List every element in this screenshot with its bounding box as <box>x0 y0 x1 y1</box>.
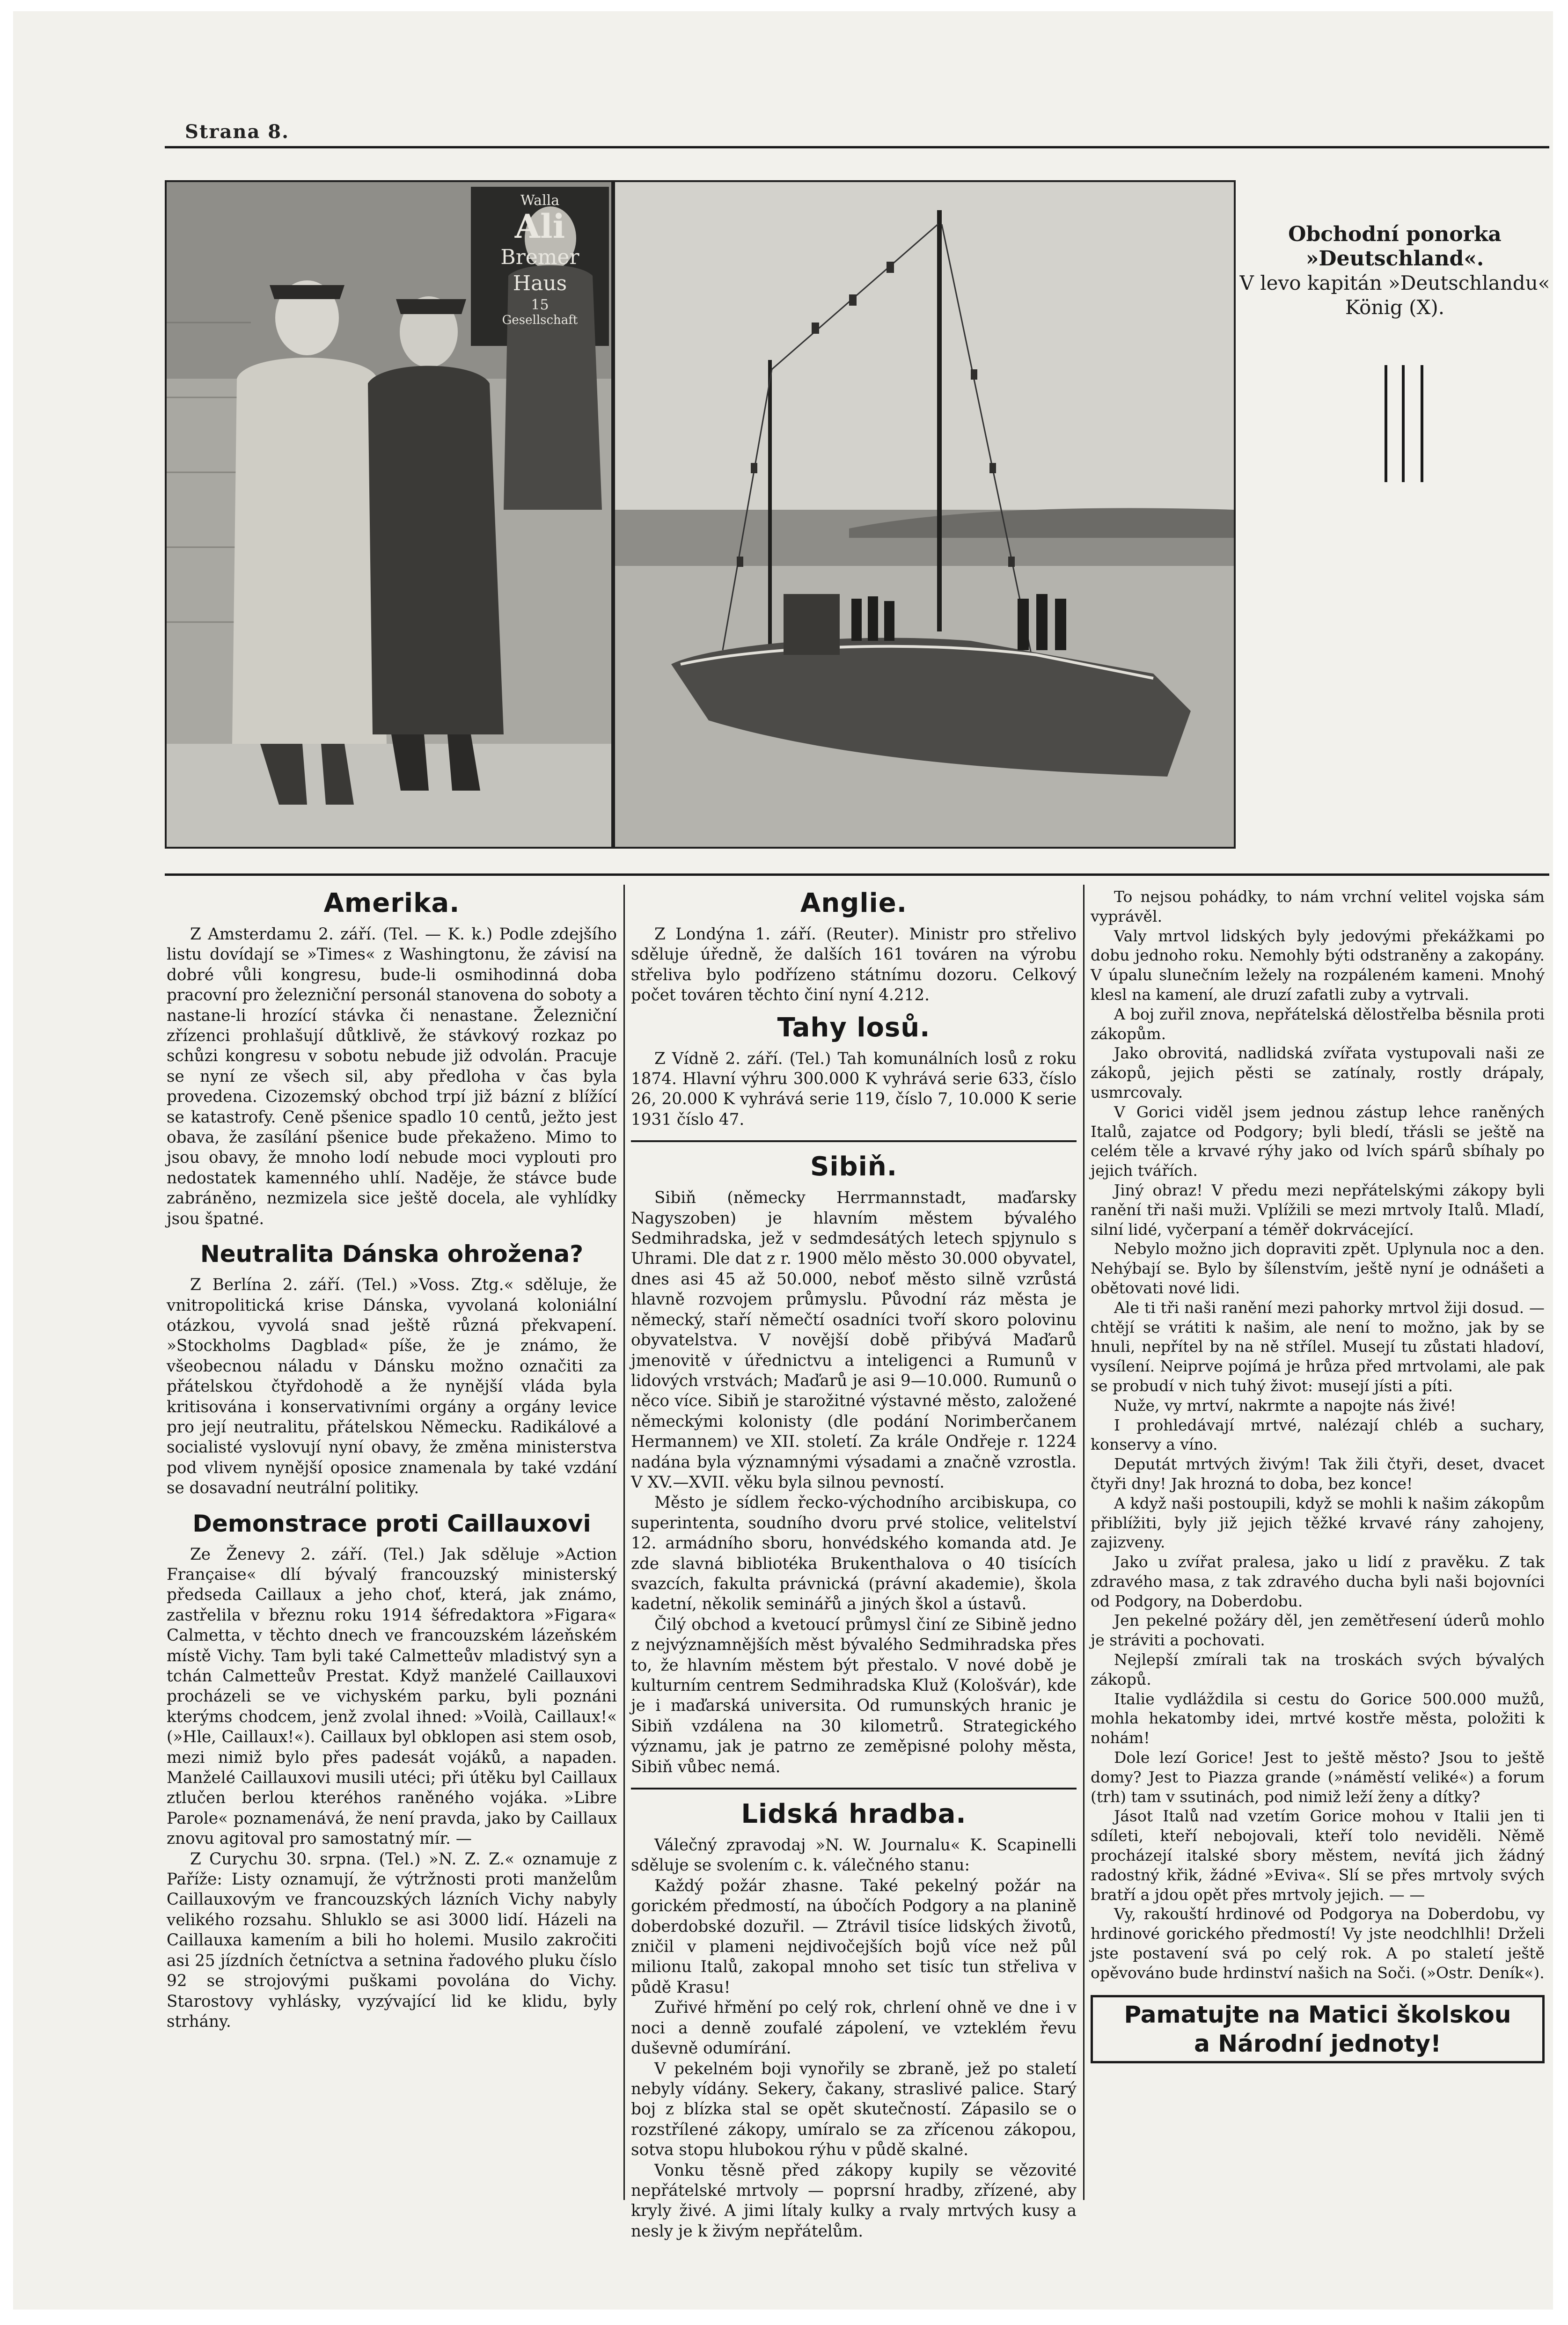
caption-title: Obchodní ponorka »Deutschland«. <box>1288 222 1502 271</box>
article-hradba-p14: Nuže, vy mrtví, nakrmte a napojte nás živé! <box>1114 1396 1456 1415</box>
appeal-box <box>1091 1995 1545 2063</box>
article-hradba-p19: Jen pekelné požáry děl, jen zemětřesení úderů mohlo je stráviti a pochovati. <box>1091 1611 1545 1650</box>
sign-line-4: 15 <box>531 297 549 313</box>
heading-lidska-hradba: Lidská hradba. <box>741 1799 967 1830</box>
article-hradba-p10: V Gorici viděl jsem jednou zástup lehce raněných Italů, zajatce od Podgory; byli bledí, třásli se ještě na celém těle a krvavé rýhy jako od lvích spárů sbíhaly po jejich tvářích. <box>1091 1102 1545 1180</box>
article-hradba-p16: Deputát mrtvých živým! Tak žili čtyři, deset, dvacet čtyři dny! Jak hrozná to doba, bez konce! <box>1091 1455 1545 1493</box>
article-tahy-text: Z Vídně 2. září. (Tel.) Tah komunálních losů z roku 1874. Hlavní výhru 300.000 K vyhrává serie 633, číslo 26, 20.000 K vyhrává serie 119, číslo 7, 10.000 K serie 1931 číslo 47. <box>631 1049 1077 1129</box>
article-hradba-p3: Zuřivé hřmění po celý rok, chrlení ohně ve dne i v noci a denně zoufalé zápolení, ve vzteklém řevu duševně odumírání. <box>631 1998 1077 2058</box>
article-hradba-p11: Jiný obraz! V předu mezi nepřátelskými zákopy byli ranění tři naši muži. Vplížili se mezi mrtvoly Italů. Mladí, silní lidé, vyčerpaní a téměř dokrvácející. <box>1091 1181 1545 1239</box>
column-3 <box>1091 887 1545 2207</box>
page-number: Strana 8. <box>185 121 290 143</box>
article-sibin-p2: Město je sídlem řecko-východního arcibiskupa, co superintenta, soudního dvoru prvé stolice, velitelství 12. armádního sboru, honvédského komanda atd. Je zde slavná bibliotéka Brukenthalova o 40 tisících svazcích, fakulta právnická (právní akademie), škola kadetní, několik seminářů a jiných škol a ústavů. <box>631 1493 1077 1614</box>
heading-neutralita: Neutralita Dánska ohrožena? <box>200 1240 584 1268</box>
article-hradba-p20: Nejlepší zmírali tak na troskách svých bývalých zákopů. <box>1091 1650 1545 1688</box>
caption-text: V levo kapitán »Deutschlandu« König (X). <box>1239 271 1550 319</box>
separator-rule-1 <box>631 1140 1077 1142</box>
article-demonstrace-p1: Ze Ženevy 2. září. (Tel.) Jak sděluje »Action Française« dlí bývalý francouzský ministerský předseda Caillaux a jeho choť, která, jak známo, zastřelila v březnu roku 1914 šéfredaktora »Figara« Calmetta, v těchto dnech ve francouzském lázeňském místě Vichy. Tam byli také Calmetteův mladistvý syn a tchán Calmetteův Prestat. Když manželé Caillauxovi procházeli se ve vichyském parku, byli poznáni kterýms chodcem, jenž zvolal ihned: »Voilà, Caillaux!« (»Hle, Caillaux!«). Caillaux byl obklopen asi stem osob, mezi nimiž bylo přes padesát vojáků, a napaden. Manželé Caillauxovi musili utéci; při útěku byl Caillaux ztlučen berlou kteréhos raněného vojáka. »Libre Parole« poznamenává, že není pravda, jako by Caillaux znovu agitoval pro samostatný mír. — <box>167 1545 617 1848</box>
article-hradba-p13: Ale ti tři naši ranění mezi pahorky mrtvol žiji dosud. — chtějí se vrátiti k našim, ale není to možno, jak by se hnuli, nepřítel by na ně střílel. Musejí tu zůstati hladoví, vysílení. Neiprve pojímá je hrůza před mrtvolami, ale pak se probudí v nich tuhý život: musejí jísti a píti. <box>1091 1298 1545 1395</box>
appeal-line-1: Pamatujte na Matici školskou <box>1124 2001 1511 2028</box>
submarine-image <box>615 182 1234 847</box>
caption-marker-3 <box>1421 365 1423 482</box>
article-hradba-p24 <box>1091 1904 1545 1982</box>
article-hradba-p5: Vonku těsně před zákopy kupily se vězovité nepřátelské mrtvoly — poprsní hradby, zřízené, aby kryly živé. A jimi lítaly kulky a rvaly mrtvých kusy a nesly je k živým nepřátelům. <box>631 2161 1077 2241</box>
article-hradba-p9: Jako obrovitá, nadlidská zvířata vystupovali naši ze zákopů, jejich pěsti se zatínaly, rostly drápaly, usmrcovaly. <box>1091 1044 1545 1101</box>
sign-line-5: Gesellschaft <box>502 313 578 327</box>
article-hradba-p12: Nebylo možno jich dopraviti zpět. Uplynula noc a den. Nehýbají se. Bylo by šílenstvím, ještě nyní je odnášeti a obětovati nové lidi. <box>1091 1240 1545 1297</box>
sign-line-2: Ali <box>514 207 565 246</box>
column-1 <box>167 887 617 2207</box>
photo-caption <box>1236 222 1554 320</box>
article-hradba-source: (»Ostr. Deník«). <box>1420 1963 1545 1982</box>
heading-demonstrace: Demonstrace proti Caillauxovi <box>192 1510 591 1537</box>
separator-rule-2 <box>631 1788 1077 1790</box>
article-hradba-p6: To nejsou pohádky, to nám vrchní velitel vojska sám vyprávěl. <box>1091 887 1545 925</box>
article-amerika-text: Z Amsterdamu 2. září. (Tel. — K. k.) Podle zdejšího listu dovídají se »Times« z Washingtonu, že závisí na dobré vůli kongresu, bude-li osmihodinná doba pracovní pro železniční personál stanovena do soboty a nastane-li hrozící stávka či nenastane. Železniční zřízenci prohlašují důtklivě, že stávkový rozkaz po schůzi kongresu v sobotu nebude již odvolán. Pracuje se nyní ze všech sil, aby předloha v čas byla provedena. Cizozemský obchod trpí již bázní z blížící se katastrofy. Ceně pšenice spadlo 10 centů, ježto jest obava, že zasílání pšenice bude překaženo. Mimo to jsou obavy, že mnoho lodí nebude moci vyplouti pro nedostatek kamenného uhlí. Naděje, že stávce bude zabráněno, nezmizela sice ještě docela, ale vyhlídky jsou špatné. <box>167 925 617 1228</box>
photo-captain-portrait <box>165 180 613 849</box>
article-hradba-p17: A když naši postoupili, když se mohli k našim zákopům přiblížiti, byly již jejich těžké krvavé rány zahojeny, zajizveny. <box>1091 1494 1545 1552</box>
sign-line-1: Walla <box>520 192 560 209</box>
article-sibin-p1: Sibiň (německy Herrmannstadt, maďarsky Nagyszoben) je hlavním městem bývalého Sedmihradska, jež v sedmdesátých letech spjynulo s Uhrami. Dle dat z r. 1900 mělo město 30.000 obyvatel, dnes asi 45 až 50.000, neboť město silně vzrůstá hlavně rozvojem průmyslu. Původní ráz města je německý, staří němečtí osadníci tvoří skoro polovinu obyvatelstva. V novější době přibývá Maďarů jmenovitě v úřednictvu a inteligenci a Rumunů v lidových vrstvách; Maďarů je asi 9—10.000. Rumunů o něco více. Sibiň je starožitné výstavné město, založené německými kolonisty (dle podání Norimberčanem Hermannem) ve XII. století. Za krále Ondřeje r. 1224 nadána byla významnými výsadami a značně vzrostla. V XV.—XVII. věku byla silnou pevností. <box>631 1188 1077 1492</box>
article-hradba-p18: Jako u zvířat pralesa, jako u lidí z pravěku. Z tak zdravého masa, z tak zdravého ducha byli naši bojovníci od Podgory, na Doberdobu. <box>1091 1553 1545 1610</box>
sign-board <box>471 187 609 346</box>
article-hradba-p21: Italie vydláždila si cestu do Gorice 500.000 mužů, mohla hekatomby idei, mrtvé kostře města, položiti k nohám! <box>1091 1689 1545 1747</box>
caption-marker-1 <box>1385 365 1387 482</box>
article-sibin-p3: Čilý obchod a kvetoucí průmysl činí ze Sibině jedno z nejvýznamnějších měst bývalého Sedmihradska přes to, že hlavním městem být přestalo. V nové době je kulturním centrem Sedmihradska Kluž (Kološvár), kde je i maďarská universita. Od rumunských hranic je Sibiň vzdálena na 30 kilometrů. Strategického významu, jak je patrno ze zeměpisné polohy města, Sibiň vůbec nemá. <box>631 1615 1077 1776</box>
column-divider-1 <box>623 885 625 2200</box>
heading-tahy-losu: Tahy losů. <box>777 1012 931 1043</box>
article-anglie-text: Z Londýna 1. září. (Reuter). Ministr pro střelivo sděluje úředně, že dalších 161 továren na výrobu střeliva bylo podřízeno státnímu dozoru. Celkový počet továren těchto činí nyní 4.212. <box>631 925 1077 1005</box>
article-hradba-p23: Jásot Italů nad vzetím Gorice mohou v Italii jen ti sdíleti, kteří nebojovali, kteří tolo neviděli. Němě procházejí italské sbory městem, nevítá jich žádný radostný křik, žádné »Eviva«. Slí se přes mrtvoly svých bratří a jdou opět přes mrtvoly jejich. — — <box>1091 1807 1545 1904</box>
header-rule <box>165 146 1549 148</box>
column-2 <box>631 887 1077 2241</box>
article-hradba-p2: Každý požár zhasne. Také pekelný požár na gorickém předmostí, na úbočích Podgory a na planině doberdobské dozuřil. — Ztrávil tisíce lidských životů, zničil v plameni nejdivočejších bojů více než půl milionu Italů, zakopal mnoho set tisíc tun střeliva v půdě Krasu! <box>631 1876 1077 1997</box>
article-hradba-p4: V pekelném boji vynořily se zbraně, jež po staletí nebyly vídány. Sekery, čakany, straslivé palice. Starý boj z blízka stal se opět skutečností. Zápasilo se o rozstřílené zákopy, umíralo se za zřícenou zákopou, sotva stopu hlubokou rýhu v půdě skalné. <box>631 2059 1077 2160</box>
article-demonstrace-p2: Z Curychu 30. srpna. (Tel.) »N. Z. Z.« oznamuje z Paříže: Listy oznamují, že výtržnosti proti manželům Caillauxovým ve francouzských lázních Vichy nabyly velikého rozsahu. Shluklo se asi 3000 lidí. Házeli na Caillauxa kamením a bili ho holemi. Musilo zakročiti asi 25 jízdních četníctva a setnina řadového pluku číslo 92 se strojovými puškami povolána do Vichy. Starostovy vyhlásky, vyzývající lid ke klidu, byly strhány. <box>167 1849 617 2031</box>
appeal-line-2: a Národní jednoty! <box>1194 2030 1441 2057</box>
heading-sibin: Sibiň. <box>810 1151 897 1182</box>
heading-amerika: Amerika. <box>323 888 460 918</box>
sign-line-3: Bremer Haus <box>500 245 579 295</box>
article-hradba-p8: A boj zuřil znova, nepřátelská dělostřelba běsnila proti zákopům. <box>1091 1005 1545 1043</box>
photo-submarine <box>613 180 1236 849</box>
article-hradba-p24-text: Vy, rakouští hrdinové od Podgorya na Doberdobu, vy hrdinové gorického předmostí! Vy jste neodchlhli! Drželi jste postavení svá po celý rok. A po staletí ještě opěvováno bude hrdinství našich na Soči. <box>1091 1905 1545 1982</box>
column-divider-2 <box>1083 885 1084 2200</box>
article-hradba-p15: I prohledávají mrtvé, nalézají chléb a suchary, konservy a víno. <box>1091 1416 1545 1454</box>
figure-bottom-rule <box>165 873 1549 876</box>
heading-anglie: Anglie. <box>800 888 907 918</box>
article-hradba-p1: Válečný zpravodaj »N. W. Journalu« K. Scapinelli sděluje se svolením c. k. válečného stanu: <box>631 1836 1077 1875</box>
caption-marker-2 <box>1402 365 1405 482</box>
article-hradba-p22: Dole lezí Gorice! Jest to ještě město? Jsou to ještě domy? Jest to Piazza grande (»náměstí veliké«) a forum (trh) tam v ssutinách, pod nimiž leží ženy a dítky? <box>1091 1748 1545 1806</box>
article-hradba-p7: Valy mrtvol lidských byly jedovými překážkami po dobu jednoho roku. Nemohly býti odstraněny a zakopány. V úpalu slunečním ležely na rozpáleném kameni. Mnohý klesl na kamení, ale druzí zafatli zuby a vytrvali. <box>1091 926 1545 1004</box>
article-neutralita-text: Z Berlína 2. září. (Tel.) »Voss. Ztg.« sděluje, že vnitropolitická krise Dánska, vyvolaná koloniální otázkou, vyvolá snad ještě různá překvapení. »Stockholms Dagblad« píše, že je známo, že všeobecnou náladu v Dánsku možno označiti za přátelskou čtyřdohodě a že nynější vláda byla kritisována i konservativními orgány a orgány levice pro její neutralitu, přátelskou Německu. Radikálové a socialisté vyslovují nyní obavy, že změna ministerstva pod vlivem nynější oposice znamenala by také vzdání se dosavadní neutrální politiky. <box>167 1276 617 1498</box>
